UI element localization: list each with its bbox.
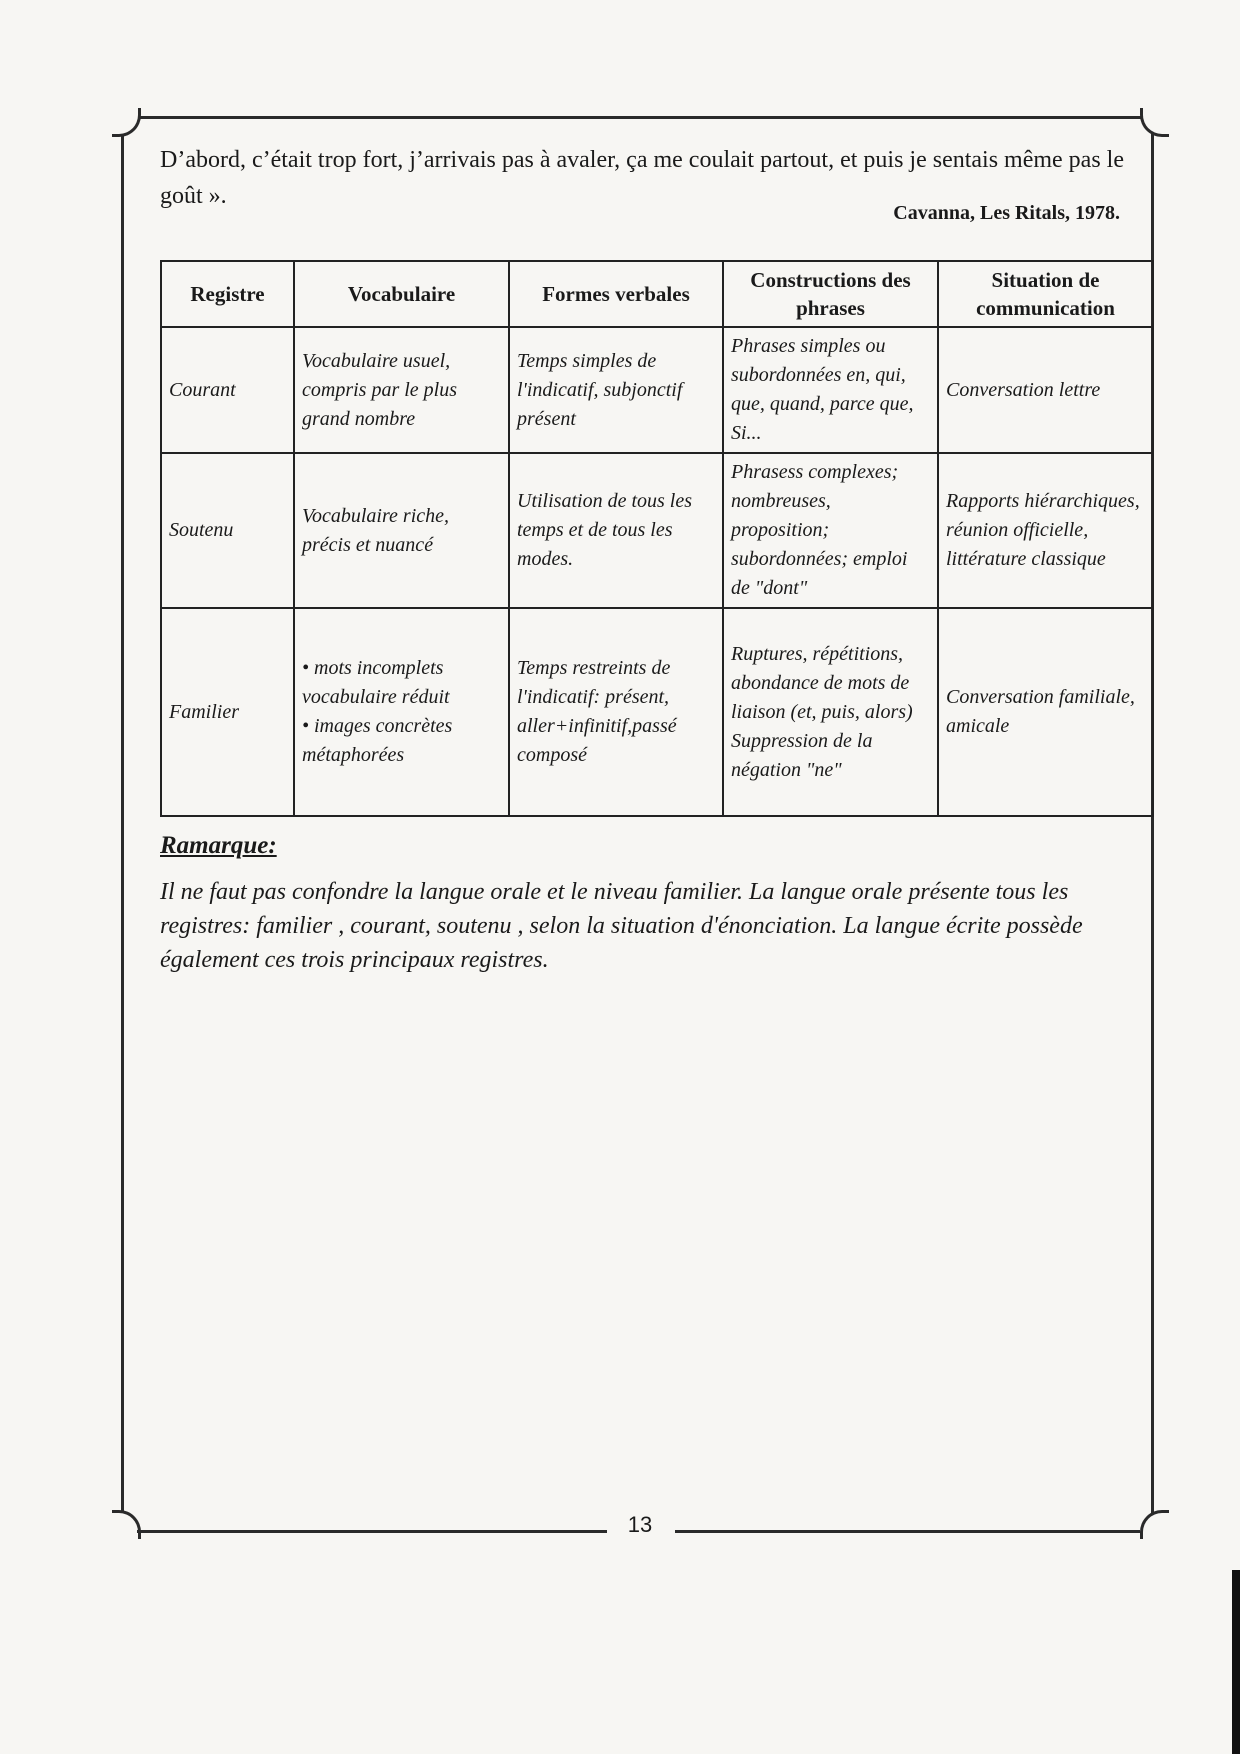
cell-registre: Soutenu (161, 453, 294, 608)
cell-constructions: Phrasess complexes; nombreuses, proposition; subordonnées; emploi de "dont" (723, 453, 938, 608)
header-constructions: Constructions des phrases (723, 261, 938, 327)
cell-vocabulaire: Vocabulaire riche, précis et nuancé (294, 453, 509, 608)
cell-constructions (723, 608, 938, 816)
table-row (161, 327, 1153, 453)
vocabulaire-item: • images concrètes métaphorées (302, 715, 453, 766)
table-header-row (161, 261, 1153, 327)
cell-constructions: Phrases simples ou subordonnées en, qui, que, quand, parce que, Si... (723, 327, 938, 453)
header-formes-verbales: Formes verbales (509, 261, 723, 327)
frame-bottom-line-right (675, 1530, 1140, 1533)
constructions-part: Ruptures, répétitions, abondance de mots de liaison (et, puis, alors) (731, 642, 913, 723)
constructions-part: Suppression de la négation "ne" (731, 729, 873, 781)
cell-situation: Conversation lettre (938, 327, 1153, 453)
cell-registre: Familier (161, 608, 294, 816)
scan-edge-mark (1232, 1570, 1240, 1754)
header-registre: Registre (161, 261, 294, 327)
table-row (161, 608, 1153, 816)
frame-bottom-line-left (137, 1530, 607, 1533)
header-vocabulaire: Vocabulaire (294, 261, 509, 327)
quote-text: D’abord, c’était trop fort, j’arrivais pas à avaler, ça me coulait partout, et puis je sentais même pas le goût ». (160, 147, 1124, 209)
registres-table (160, 260, 1154, 817)
cell-formes: Temps restreints de l'indicatif: présent, aller+infinitif,passé composé (509, 608, 723, 816)
cell-situation: Conversation familiale, amicale (938, 608, 1153, 816)
cell-vocabulaire (294, 608, 509, 816)
cell-situation: Rapports hiérarchiques, réunion officielle, littérature classique (938, 453, 1153, 608)
quote-source: Cavanna, Les Ritals, 1978. (893, 202, 1120, 224)
remarque-text: Il ne faut pas confondre la langue orale et le niveau familier. La langue orale présente tous les registres: familier , courant, soutenu , selon la situation d'énonciation. La langue écrite possède également ces trois principaux registres. (160, 879, 1083, 973)
cell-registre: Courant (161, 327, 294, 453)
cell-formes: Temps simples de l'indicatif, subjonctif présent (509, 327, 723, 453)
vocabulaire-item: • mots incomplets vocabulaire réduit (302, 657, 450, 708)
remarque-title: Ramarque: (160, 832, 277, 859)
table-row (161, 453, 1153, 608)
header-situation: Situation de communication (938, 261, 1153, 327)
cell-formes: Utilisation de tous les temps et de tous les modes. (509, 453, 723, 608)
cell-vocabulaire: Vocabulaire usuel, compris par le plus grand nombre (294, 327, 509, 453)
page-number: 13 (627, 1512, 653, 1537)
